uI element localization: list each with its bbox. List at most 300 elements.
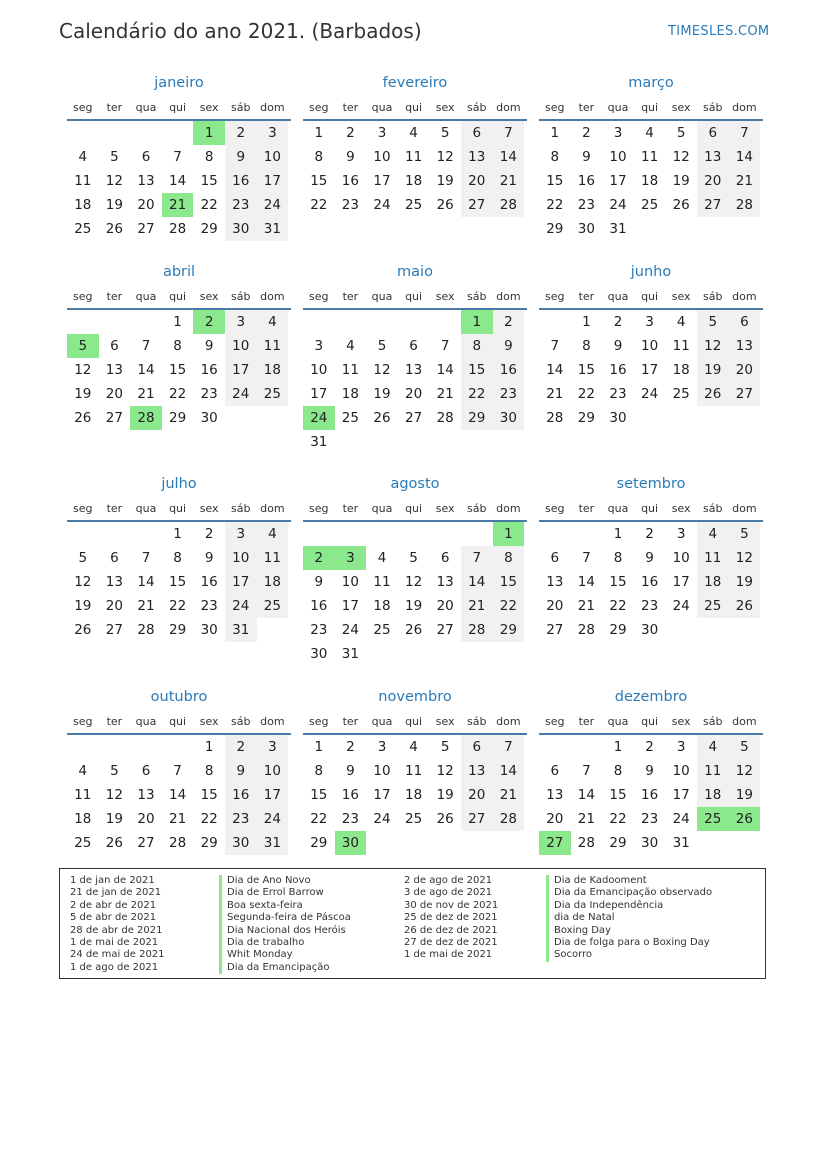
day-cell[interactable]: 29 — [200, 221, 218, 237]
day-cell[interactable]: 13 — [137, 787, 155, 803]
day-cell[interactable]: 11 — [697, 759, 729, 783]
day-cell[interactable]: 6 — [141, 149, 151, 165]
day-cell[interactable]: 23 — [225, 807, 257, 831]
day-cell[interactable]: 19 — [697, 358, 729, 382]
day-cell[interactable]: 4 — [346, 338, 355, 354]
day-cell[interactable]: 12 — [672, 149, 690, 165]
holiday-day-cell[interactable]: 27 — [539, 831, 571, 855]
day-cell[interactable]: 28 — [577, 622, 595, 638]
day-cell[interactable]: 26 — [105, 835, 123, 851]
day-cell[interactable]: 31 — [225, 618, 257, 642]
day-cell[interactable]: 5 — [440, 739, 450, 755]
day-cell[interactable]: 9 — [204, 550, 214, 566]
holiday-day-cell[interactable]: 5 — [67, 334, 99, 358]
day-cell[interactable]: 21 — [546, 386, 564, 402]
day-cell[interactable]: 24 — [225, 382, 257, 406]
day-cell[interactable]: 24 — [373, 811, 391, 827]
day-cell[interactable]: 27 — [137, 221, 155, 237]
day-cell[interactable]: 13 — [137, 173, 155, 189]
day-cell[interactable]: 25 — [74, 835, 92, 851]
day-cell[interactable]: 28 — [729, 193, 761, 217]
day-cell[interactable]: 22 — [493, 594, 525, 618]
day-cell[interactable]: 19 — [373, 386, 391, 402]
holiday-day-cell[interactable]: 1 — [461, 310, 493, 334]
day-cell[interactable]: 9 — [645, 550, 654, 566]
day-cell[interactable]: 6 — [461, 121, 493, 145]
day-cell[interactable]: 4 — [78, 149, 88, 165]
day-cell[interactable]: 13 — [697, 145, 729, 169]
holiday-day-cell[interactable]: 28 — [130, 406, 162, 430]
holiday-day-cell[interactable]: 25 — [697, 807, 729, 831]
brand-link[interactable]: TIMESLES.COM — [668, 24, 770, 39]
day-cell[interactable]: 29 — [493, 618, 525, 642]
day-cell[interactable]: 14 — [137, 574, 155, 590]
day-cell[interactable]: 3 — [225, 522, 257, 546]
day-cell[interactable]: 11 — [74, 787, 92, 803]
day-cell[interactable]: 5 — [729, 522, 761, 546]
day-cell[interactable]: 14 — [577, 787, 595, 803]
day-cell[interactable]: 17 — [257, 783, 289, 807]
day-cell[interactable]: 3 — [314, 338, 324, 354]
day-cell[interactable]: 5 — [110, 149, 119, 165]
day-cell[interactable]: 17 — [640, 362, 659, 378]
day-cell[interactable]: 29 — [609, 835, 627, 851]
day-cell[interactable]: 15 — [200, 173, 218, 189]
day-cell[interactable]: 27 — [436, 622, 454, 638]
day-cell[interactable]: 31 — [609, 221, 627, 237]
day-cell[interactable]: 7 — [550, 338, 560, 354]
day-cell[interactable]: 3 — [377, 125, 387, 141]
day-cell[interactable]: 27 — [461, 807, 493, 831]
day-cell[interactable]: 12 — [436, 763, 454, 779]
day-cell[interactable]: 24 — [672, 811, 690, 827]
day-cell[interactable]: 16 — [200, 574, 218, 590]
day-cell[interactable]: 20 — [697, 169, 729, 193]
day-cell[interactable]: 24 — [373, 197, 391, 213]
day-cell[interactable]: 3 — [645, 314, 654, 330]
day-cell[interactable]: 9 — [346, 149, 355, 165]
day-cell[interactable]: 17 — [373, 173, 391, 189]
day-cell[interactable]: 26 — [74, 410, 92, 426]
day-cell[interactable]: 2 — [346, 739, 355, 755]
day-cell[interactable]: 1 — [173, 314, 182, 330]
holiday-day-cell[interactable]: 30 — [335, 831, 367, 855]
day-cell[interactable]: 20 — [105, 598, 123, 614]
day-cell[interactable]: 28 — [493, 807, 525, 831]
day-cell[interactable]: 4 — [697, 522, 729, 546]
day-cell[interactable]: 18 — [341, 386, 359, 402]
day-cell[interactable]: 5 — [697, 310, 729, 334]
day-cell[interactable]: 3 — [676, 526, 686, 542]
day-cell[interactable]: 7 — [173, 149, 182, 165]
day-cell[interactable]: 22 — [310, 197, 328, 213]
day-cell[interactable]: 21 — [137, 386, 155, 402]
day-cell[interactable]: 16 — [225, 169, 257, 193]
day-cell[interactable]: 17 — [373, 787, 391, 803]
day-cell[interactable]: 5 — [409, 550, 418, 566]
day-cell[interactable]: 20 — [546, 811, 564, 827]
day-cell[interactable]: 17 — [225, 570, 257, 594]
day-cell[interactable]: 15 — [546, 173, 564, 189]
day-cell[interactable]: 24 — [341, 622, 359, 638]
day-cell[interactable]: 3 — [257, 121, 289, 145]
day-cell[interactable]: 15 — [168, 574, 187, 590]
day-cell[interactable]: 15 — [493, 570, 525, 594]
day-cell[interactable]: 15 — [461, 358, 493, 382]
holiday-day-cell[interactable]: 24 — [303, 406, 335, 430]
day-cell[interactable]: 18 — [257, 570, 289, 594]
day-cell[interactable]: 2 — [645, 739, 654, 755]
day-cell[interactable]: 28 — [436, 410, 454, 426]
day-cell[interactable]: 5 — [78, 550, 88, 566]
day-cell[interactable]: 22 — [577, 386, 595, 402]
day-cell[interactable]: 5 — [440, 125, 450, 141]
day-cell[interactable]: 26 — [697, 382, 729, 406]
day-cell[interactable]: 23 — [493, 382, 525, 406]
day-cell[interactable]: 29 — [461, 406, 493, 430]
day-cell[interactable]: 16 — [640, 787, 659, 803]
day-cell[interactable]: 13 — [461, 145, 493, 169]
day-cell[interactable]: 19 — [105, 811, 123, 827]
day-cell[interactable]: 12 — [74, 362, 92, 378]
day-cell[interactable]: 20 — [546, 598, 564, 614]
day-cell[interactable]: 23 — [577, 197, 595, 213]
day-cell[interactable]: 29 — [168, 622, 187, 638]
day-cell[interactable]: 10 — [640, 338, 659, 354]
day-cell[interactable]: 3 — [225, 310, 257, 334]
day-cell[interactable]: 27 — [105, 410, 123, 426]
day-cell[interactable]: 5 — [110, 763, 119, 779]
day-cell[interactable]: 9 — [613, 338, 623, 354]
day-cell[interactable]: 28 — [137, 622, 155, 638]
day-cell[interactable]: 24 — [257, 807, 289, 831]
day-cell[interactable]: 6 — [461, 735, 493, 759]
day-cell[interactable]: 16 — [341, 173, 359, 189]
day-cell[interactable]: 4 — [257, 310, 289, 334]
day-cell[interactable]: 29 — [168, 410, 187, 426]
day-cell[interactable]: 22 — [168, 386, 187, 402]
day-cell[interactable]: 11 — [341, 362, 359, 378]
day-cell[interactable]: 10 — [225, 334, 257, 358]
day-cell[interactable]: 12 — [729, 759, 761, 783]
day-cell[interactable]: 16 — [310, 598, 328, 614]
day-cell[interactable]: 15 — [609, 574, 627, 590]
holiday-day-cell[interactable]: 26 — [729, 807, 761, 831]
day-cell[interactable]: 3 — [676, 739, 686, 755]
day-cell[interactable]: 8 — [461, 334, 493, 358]
day-cell[interactable]: 28 — [493, 193, 525, 217]
day-cell[interactable]: 28 — [577, 835, 595, 851]
day-cell[interactable]: 15 — [310, 787, 328, 803]
day-cell[interactable]: 29 — [200, 835, 218, 851]
day-cell[interactable]: 21 — [577, 598, 595, 614]
day-cell[interactable]: 1 — [582, 314, 591, 330]
day-cell[interactable]: 9 — [582, 149, 591, 165]
day-cell[interactable]: 6 — [550, 763, 560, 779]
day-cell[interactable]: 22 — [310, 811, 328, 827]
day-cell[interactable]: 14 — [168, 173, 187, 189]
day-cell[interactable]: 15 — [577, 362, 595, 378]
day-cell[interactable]: 24 — [640, 386, 659, 402]
day-cell[interactable]: 10 — [373, 149, 391, 165]
day-cell[interactable]: 31 — [341, 646, 359, 662]
day-cell[interactable]: 12 — [74, 574, 92, 590]
day-cell[interactable]: 16 — [200, 362, 218, 378]
day-cell[interactable]: 7 — [729, 121, 761, 145]
day-cell[interactable]: 15 — [200, 787, 218, 803]
day-cell[interactable]: 8 — [204, 763, 214, 779]
day-cell[interactable]: 17 — [609, 173, 627, 189]
day-cell[interactable]: 21 — [577, 811, 595, 827]
day-cell[interactable]: 10 — [257, 145, 289, 169]
day-cell[interactable]: 10 — [310, 362, 328, 378]
day-cell[interactable]: 24 — [609, 197, 627, 213]
day-cell[interactable]: 23 — [609, 386, 627, 402]
day-cell[interactable]: 15 — [168, 362, 187, 378]
day-cell[interactable]: 16 — [640, 574, 659, 590]
day-cell[interactable]: 6 — [110, 550, 119, 566]
day-cell[interactable]: 21 — [168, 811, 187, 827]
day-cell[interactable]: 16 — [609, 362, 627, 378]
day-cell[interactable]: 22 — [461, 382, 493, 406]
day-cell[interactable]: 12 — [105, 787, 123, 803]
day-cell[interactable]: 21 — [436, 386, 454, 402]
day-cell[interactable]: 30 — [640, 622, 659, 638]
day-cell[interactable]: 23 — [341, 197, 359, 213]
day-cell[interactable]: 19 — [436, 173, 454, 189]
holiday-day-cell[interactable]: 2 — [303, 546, 335, 570]
day-cell[interactable]: 8 — [204, 149, 214, 165]
day-cell[interactable]: 26 — [436, 811, 454, 827]
day-cell[interactable]: 4 — [257, 522, 289, 546]
day-cell[interactable]: 18 — [404, 173, 423, 189]
day-cell[interactable]: 25 — [257, 382, 289, 406]
day-cell[interactable]: 7 — [141, 338, 151, 354]
day-cell[interactable]: 11 — [672, 338, 690, 354]
day-cell[interactable]: 22 — [200, 811, 218, 827]
day-cell[interactable]: 29 — [546, 221, 564, 237]
day-cell[interactable]: 19 — [74, 386, 92, 402]
day-cell[interactable]: 2 — [645, 526, 654, 542]
day-cell[interactable]: 11 — [257, 334, 289, 358]
day-cell[interactable]: 27 — [461, 193, 493, 217]
day-cell[interactable]: 1 — [314, 739, 324, 755]
day-cell[interactable]: 10 — [341, 574, 359, 590]
day-cell[interactable]: 7 — [173, 763, 182, 779]
day-cell[interactable]: 19 — [729, 783, 761, 807]
day-cell[interactable]: 16 — [225, 783, 257, 807]
day-cell[interactable]: 29 — [310, 835, 328, 851]
day-cell[interactable]: 7 — [582, 763, 591, 779]
day-cell[interactable]: 21 — [461, 594, 493, 618]
day-cell[interactable]: 6 — [440, 550, 450, 566]
day-cell[interactable]: 18 — [404, 787, 423, 803]
day-cell[interactable]: 21 — [137, 598, 155, 614]
day-cell[interactable]: 22 — [546, 197, 564, 213]
day-cell[interactable]: 4 — [697, 735, 729, 759]
day-cell[interactable]: 8 — [173, 550, 182, 566]
day-cell[interactable]: 25 — [697, 594, 729, 618]
day-cell[interactable]: 4 — [645, 125, 654, 141]
day-cell[interactable]: 8 — [493, 546, 525, 570]
day-cell[interactable]: 9 — [645, 763, 654, 779]
day-cell[interactable]: 30 — [493, 406, 525, 430]
day-cell[interactable]: 30 — [225, 831, 257, 855]
day-cell[interactable]: 23 — [310, 622, 328, 638]
day-cell[interactable]: 11 — [697, 546, 729, 570]
day-cell[interactable]: 13 — [404, 362, 423, 378]
day-cell[interactable]: 22 — [168, 598, 187, 614]
day-cell[interactable]: 13 — [436, 574, 454, 590]
day-cell[interactable]: 2 — [225, 121, 257, 145]
day-cell[interactable]: 25 — [373, 622, 391, 638]
day-cell[interactable]: 8 — [314, 149, 324, 165]
day-cell[interactable]: 3 — [377, 739, 387, 755]
day-cell[interactable]: 20 — [137, 197, 155, 213]
day-cell[interactable]: 23 — [200, 598, 218, 614]
day-cell[interactable]: 30 — [577, 221, 595, 237]
day-cell[interactable]: 2 — [204, 526, 214, 542]
day-cell[interactable]: 1 — [613, 526, 623, 542]
day-cell[interactable]: 9 — [225, 759, 257, 783]
day-cell[interactable]: 19 — [74, 598, 92, 614]
day-cell[interactable]: 13 — [546, 787, 564, 803]
day-cell[interactable]: 7 — [493, 121, 525, 145]
day-cell[interactable]: 18 — [697, 783, 729, 807]
day-cell[interactable]: 11 — [404, 763, 423, 779]
day-cell[interactable]: 26 — [404, 622, 423, 638]
day-cell[interactable]: 9 — [346, 763, 355, 779]
holiday-day-cell[interactable]: 3 — [335, 546, 367, 570]
day-cell[interactable]: 22 — [609, 598, 627, 614]
day-cell[interactable]: 2 — [493, 310, 525, 334]
day-cell[interactable]: 28 — [168, 221, 187, 237]
day-cell[interactable]: 28 — [168, 835, 187, 851]
day-cell[interactable]: 10 — [609, 149, 627, 165]
day-cell[interactable]: 23 — [640, 811, 659, 827]
day-cell[interactable]: 25 — [640, 197, 659, 213]
day-cell[interactable]: 23 — [200, 386, 218, 402]
day-cell[interactable]: 24 — [225, 594, 257, 618]
day-cell[interactable]: 14 — [546, 362, 564, 378]
day-cell[interactable]: 3 — [257, 735, 289, 759]
holiday-day-cell[interactable]: 1 — [493, 522, 525, 546]
day-cell[interactable]: 14 — [461, 570, 493, 594]
day-cell[interactable]: 11 — [74, 173, 92, 189]
day-cell[interactable]: 11 — [373, 574, 391, 590]
day-cell[interactable]: 30 — [200, 622, 218, 638]
day-cell[interactable]: 3 — [613, 125, 623, 141]
day-cell[interactable]: 6 — [409, 338, 418, 354]
day-cell[interactable]: 20 — [137, 811, 155, 827]
day-cell[interactable]: 1 — [314, 125, 324, 141]
day-cell[interactable]: 21 — [493, 169, 525, 193]
day-cell[interactable]: 14 — [436, 362, 454, 378]
day-cell[interactable]: 10 — [225, 546, 257, 570]
day-cell[interactable]: 20 — [436, 598, 454, 614]
day-cell[interactable]: 18 — [373, 598, 391, 614]
day-cell[interactable]: 30 — [609, 410, 627, 426]
day-cell[interactable]: 27 — [546, 622, 564, 638]
day-cell[interactable]: 7 — [461, 546, 493, 570]
day-cell[interactable]: 24 — [257, 193, 289, 217]
day-cell[interactable]: 18 — [672, 362, 690, 378]
day-cell[interactable]: 9 — [314, 574, 324, 590]
day-cell[interactable]: 19 — [436, 787, 454, 803]
day-cell[interactable]: 26 — [373, 410, 391, 426]
day-cell[interactable]: 19 — [729, 570, 761, 594]
day-cell[interactable]: 11 — [404, 149, 423, 165]
day-cell[interactable]: 12 — [697, 334, 729, 358]
day-cell[interactable]: 12 — [404, 574, 423, 590]
day-cell[interactable]: 31 — [310, 434, 328, 450]
holiday-day-cell[interactable]: 2 — [193, 310, 225, 334]
day-cell[interactable]: 30 — [225, 217, 257, 241]
day-cell[interactable]: 17 — [672, 574, 690, 590]
day-cell[interactable]: 30 — [200, 410, 218, 426]
day-cell[interactable]: 20 — [461, 169, 493, 193]
day-cell[interactable]: 27 — [404, 410, 423, 426]
day-cell[interactable]: 2 — [582, 125, 591, 141]
day-cell[interactable]: 18 — [257, 358, 289, 382]
day-cell[interactable]: 17 — [341, 598, 359, 614]
day-cell[interactable]: 9 — [493, 334, 525, 358]
day-cell[interactable]: 11 — [640, 149, 659, 165]
day-cell[interactable]: 12 — [105, 173, 123, 189]
day-cell[interactable]: 12 — [373, 362, 391, 378]
day-cell[interactable]: 22 — [200, 197, 218, 213]
day-cell[interactable]: 13 — [729, 334, 761, 358]
holiday-day-cell[interactable]: 1 — [193, 121, 225, 145]
day-cell[interactable]: 19 — [672, 173, 690, 189]
day-cell[interactable]: 4 — [409, 125, 418, 141]
day-cell[interactable]: 10 — [257, 759, 289, 783]
day-cell[interactable]: 21 — [729, 169, 761, 193]
day-cell[interactable]: 16 — [493, 358, 525, 382]
day-cell[interactable]: 15 — [310, 173, 328, 189]
day-cell[interactable]: 27 — [697, 193, 729, 217]
day-cell[interactable]: 16 — [341, 787, 359, 803]
day-cell[interactable]: 14 — [493, 759, 525, 783]
day-cell[interactable]: 14 — [729, 145, 761, 169]
day-cell[interactable]: 1 — [613, 739, 623, 755]
day-cell[interactable]: 19 — [404, 598, 423, 614]
day-cell[interactable]: 8 — [613, 763, 623, 779]
day-cell[interactable]: 19 — [105, 197, 123, 213]
day-cell[interactable]: 14 — [168, 787, 187, 803]
day-cell[interactable]: 14 — [137, 362, 155, 378]
day-cell[interactable]: 5 — [729, 735, 761, 759]
day-cell[interactable]: 17 — [257, 169, 289, 193]
day-cell[interactable]: 7 — [493, 735, 525, 759]
day-cell[interactable]: 8 — [550, 149, 560, 165]
day-cell[interactable]: 5 — [676, 125, 686, 141]
day-cell[interactable]: 14 — [493, 145, 525, 169]
day-cell[interactable]: 13 — [546, 574, 564, 590]
day-cell[interactable]: 8 — [173, 338, 182, 354]
day-cell[interactable]: 10 — [672, 763, 690, 779]
day-cell[interactable]: 18 — [74, 811, 92, 827]
day-cell[interactable]: 29 — [577, 410, 595, 426]
day-cell[interactable]: 28 — [461, 618, 493, 642]
day-cell[interactable]: 2 — [613, 314, 623, 330]
day-cell[interactable]: 26 — [74, 622, 92, 638]
day-cell[interactable]: 23 — [341, 811, 359, 827]
day-cell[interactable]: 30 — [640, 835, 659, 851]
day-cell[interactable]: 2 — [346, 125, 355, 141]
day-cell[interactable]: 1 — [550, 125, 560, 141]
day-cell[interactable]: 20 — [461, 783, 493, 807]
